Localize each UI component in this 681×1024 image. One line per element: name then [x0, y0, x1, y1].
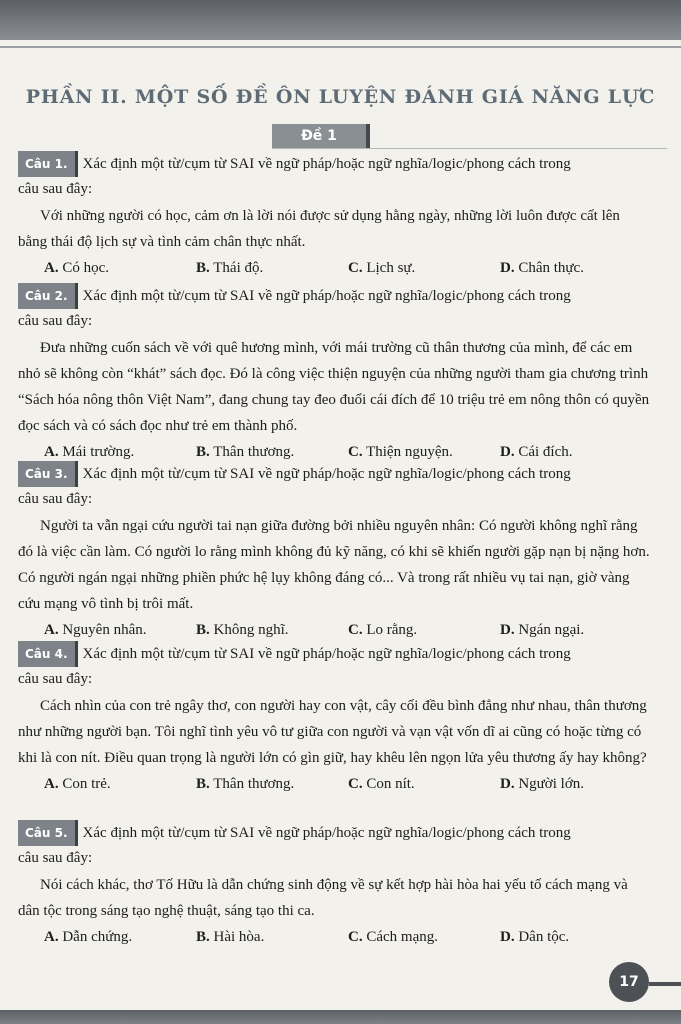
option-b[interactable]: B. Thái độ.	[196, 260, 264, 276]
page-number: 17	[609, 962, 649, 1002]
page-title: PHẦN II. MỘT SỐ ĐỀ ÔN LUYỆN ĐÁNH GIÁ NĂNG LỰC	[25, 86, 656, 108]
top-dark-band	[0, 0, 681, 40]
top-rule	[0, 46, 681, 48]
question-badge: Câu 3.	[18, 461, 75, 487]
option-a[interactable]: A. Mái trường.	[44, 444, 135, 460]
question-passage: Cách nhìn của con trẻ ngây thơ, con người hay con vật, cây cối đều bình đẳng như nhau, thân thương như những người bạn. Tôi nghĩ tình yêu vô tư giữa con người và vạn vật vốn dĩ ai cũng có hoặc từng có khi là con nít. Điều quan trọng là người lớn có gìn giữ, hay khêu lên ngọn lửa yêu thương ấy hay không?	[18, 698, 647, 766]
question-badge: Câu 2.	[18, 283, 75, 309]
bottom-edge	[0, 1010, 681, 1024]
answer-options	[18, 926, 652, 948]
question-passage: Đưa những cuốn sách về với quê hương mình, với mái trường cũ thân thương của mình, để các em nhỏ sẽ không còn “khát” sách đọc. Đó là công việc thiện nguyện của những người tham gia chương trình “Sách hóa nông thôn Việt Nam”, đang chung tay đeo đuổi cái đích để 10 triệu trẻ em nông thôn có quyền đọc sách và có sách đọc như trẻ em thành phố.	[18, 340, 650, 434]
question-header	[18, 151, 652, 177]
option-a[interactable]: A. Có học.	[44, 260, 110, 276]
section-rule	[272, 148, 667, 149]
answer-options	[18, 619, 652, 641]
question-prompt-continued: câu sau đây:	[18, 491, 93, 507]
option-b[interactable]: B. Không nghĩ.	[196, 622, 289, 638]
answer-options	[18, 257, 652, 279]
question-header	[18, 820, 652, 846]
question-badge: Câu 1.	[18, 151, 75, 177]
option-b[interactable]: B. Thân thương.	[196, 776, 295, 792]
question-5	[18, 820, 652, 948]
section-label: Đề 1	[272, 124, 366, 148]
question-passage: Nói cách khác, thơ Tố Hữu là dẫn chứng sinh động về sự kết hợp hài hòa hai yếu tố cách mạng và dân tộc trong sáng tạo nghệ thuật, sáng tạo thi ca.	[18, 877, 628, 919]
question-prompt: Xác định một từ/cụm từ SAI về ngữ pháp/hoặc ngữ nghĩa/logic/phong cách trong	[82, 825, 571, 841]
option-d[interactable]: D. Chân thực.	[500, 260, 584, 276]
answer-options	[18, 773, 652, 795]
question-prompt: Xác định một từ/cụm từ SAI về ngữ pháp/hoặc ngữ nghĩa/logic/phong cách trong	[82, 646, 571, 662]
question-passage: Người ta vẫn ngại cứu người tai nạn giữa đường bởi nhiều nguyên nhân: Có người không nghĩ rằng đó là việc cần làm. Có người lo rằng mình không đủ kỹ năng, có khi sẽ khiến người gặp nạn bị nặng hơn. Có người ngán ngại những phiền phức hệ lụy không đáng có... Và trong rất nhiều vụ tai nạn, giờ vàng cứu mạng vô tình bị trôi mất.	[18, 518, 650, 612]
question-prompt: Xác định một từ/cụm từ SAI về ngữ pháp/hoặc ngữ nghĩa/logic/phong cách trong	[82, 156, 571, 172]
question-passage: Với những người có học, cảm ơn là lời nói được sử dụng hằng ngày, những lời luôn được cất lên bằng thái độ lịch sự và tình cảm chân thực nhất.	[18, 208, 620, 250]
question-3	[18, 461, 652, 641]
option-d[interactable]: D. Ngán ngại.	[500, 622, 585, 638]
option-d[interactable]: D. Người lớn.	[500, 776, 585, 792]
option-c[interactable]: C. Cách mạng.	[348, 929, 438, 945]
option-c[interactable]: C. Lịch sự.	[348, 260, 416, 276]
answer-options	[18, 441, 652, 463]
question-header	[18, 283, 652, 309]
option-a[interactable]: A. Dẫn chứng.	[44, 929, 133, 945]
question-2	[18, 283, 652, 463]
question-header	[18, 461, 652, 487]
question-badge: Câu 4.	[18, 641, 75, 667]
question-prompt-continued: câu sau đây:	[18, 313, 93, 329]
option-a[interactable]: A. Con trẻ.	[44, 776, 111, 792]
question-4	[18, 641, 652, 795]
question-prompt-continued: câu sau đây:	[18, 850, 93, 866]
option-c[interactable]: C. Con nít.	[348, 776, 415, 792]
page-number-bar	[649, 982, 681, 986]
question-prompt-continued: câu sau đây:	[18, 181, 93, 197]
option-c[interactable]: C. Thiện nguyện.	[348, 444, 453, 460]
question-badge: Câu 5.	[18, 820, 75, 846]
option-c[interactable]: C. Lo rằng.	[348, 622, 418, 638]
option-b[interactable]: B. Hài hòa.	[196, 929, 265, 945]
option-d[interactable]: D. Dân tộc.	[500, 929, 570, 945]
question-prompt: Xác định một từ/cụm từ SAI về ngữ pháp/hoặc ngữ nghĩa/logic/phong cách trong	[82, 466, 571, 482]
question-header	[18, 641, 652, 667]
question-prompt-continued: câu sau đây:	[18, 671, 93, 687]
option-d[interactable]: D. Cái đích.	[500, 444, 573, 460]
option-a[interactable]: A. Nguyên nhân.	[44, 622, 147, 638]
question-1	[18, 151, 652, 279]
question-prompt: Xác định một từ/cụm từ SAI về ngữ pháp/hoặc ngữ nghĩa/logic/phong cách trong	[82, 288, 571, 304]
option-b[interactable]: B. Thân thương.	[196, 444, 295, 460]
